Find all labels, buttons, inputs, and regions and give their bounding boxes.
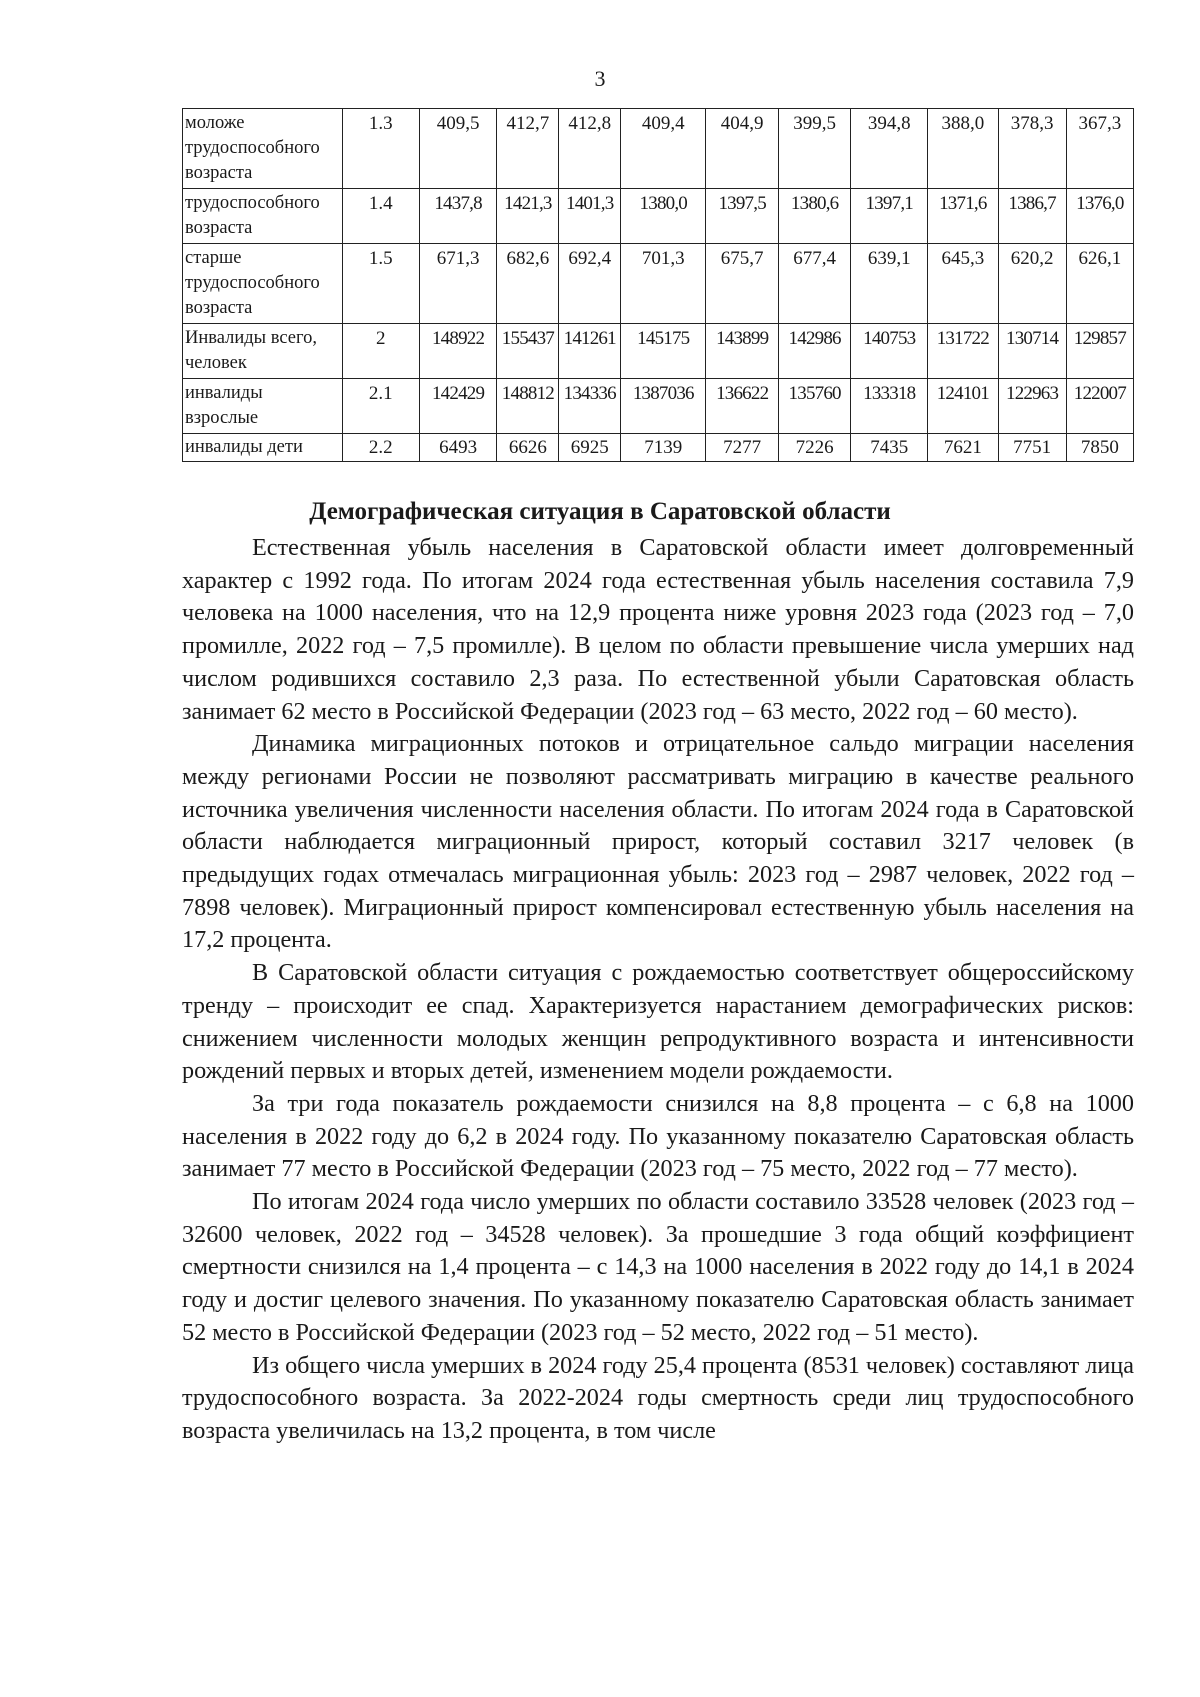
table-cell: 136622 — [706, 379, 778, 434]
table-cell: 133318 — [851, 379, 928, 434]
table-cell: 1376,0 — [1066, 189, 1133, 244]
paragraph: За три года показатель рождаемости снизился на 8,8 процента – с 6,8 на 1000 населения в 2022 году до 6,2 в 2024 году. По указанному показателю Саратовская область занимает 77 место в Российской Федерации (2023 год – 75 место, 2022 год – 77 место). — [182, 1089, 1134, 1183]
table-cell: 1380,0 — [621, 189, 706, 244]
table-cell: 388,0 — [928, 109, 998, 189]
table-cell: 692,4 — [559, 244, 621, 324]
table-cell: 1380,6 — [778, 189, 850, 244]
row-code: 1.5 — [342, 244, 419, 324]
body-text — [182, 532, 1134, 1448]
table-cell: 1371,6 — [928, 189, 998, 244]
table-cell: 122963 — [998, 379, 1066, 434]
table-cell: 7277 — [706, 434, 778, 462]
table-cell: 7435 — [851, 434, 928, 462]
table-cell: 142429 — [419, 379, 497, 434]
table-cell: 7751 — [998, 434, 1066, 462]
row-label: Инвалиды всего, человек — [183, 324, 343, 379]
table-cell: 1397,5 — [706, 189, 778, 244]
table-cell: 155437 — [497, 324, 559, 379]
table-cell: 399,5 — [778, 109, 850, 189]
paragraph: Динамика миграционных потоков и отрицательное сальдо миграции населения между регионами России не позволяют рассматривать миграцию в качестве реального источника увеличения численности населения области. По итогам 2024 года в Саратовской области наблюдается миграционный прирост, который составил 3217 человек (в предыдущих годах отмечалась миграционная убыль: 2023 год – 2987 человек, 2022 год – 7898 человек). Миграционный прирост компенсировал естественную убыль населения на 17,2 процента. — [182, 730, 1134, 954]
table-cell: 140753 — [851, 324, 928, 379]
table-cell: 682,6 — [497, 244, 559, 324]
table-row — [183, 244, 1134, 324]
page-number: 3 — [594, 66, 606, 91]
table-cell: 6626 — [497, 434, 559, 462]
table-cell: 412,8 — [559, 109, 621, 189]
table-cell: 7850 — [1066, 434, 1133, 462]
table-cell: 404,9 — [706, 109, 778, 189]
table-cell: 130714 — [998, 324, 1066, 379]
table-cell: 129857 — [1066, 324, 1133, 379]
row-code: 2.2 — [342, 434, 419, 462]
table-cell: 409,5 — [419, 109, 497, 189]
table-cell: 639,1 — [851, 244, 928, 324]
row-label: старше трудоспособного возраста — [183, 244, 343, 324]
table-cell: 394,8 — [851, 109, 928, 189]
table-cell: 626,1 — [1066, 244, 1133, 324]
row-label: моложе трудоспособного возраста — [183, 109, 343, 189]
table-row — [183, 324, 1134, 379]
table-cell: 1397,1 — [851, 189, 928, 244]
table-cell: 131722 — [928, 324, 998, 379]
table-row — [183, 189, 1134, 244]
table-cell: 671,3 — [419, 244, 497, 324]
row-label: инвалиды дети — [183, 434, 343, 462]
row-code: 2 — [342, 324, 419, 379]
table-cell: 378,3 — [998, 109, 1066, 189]
table-cell: 1421,3 — [497, 189, 559, 244]
table-cell: 141261 — [559, 324, 621, 379]
table-cell: 620,2 — [998, 244, 1066, 324]
table-cell: 677,4 — [778, 244, 850, 324]
table-cell: 135760 — [778, 379, 850, 434]
table-cell: 367,3 — [1066, 109, 1133, 189]
statistics-table — [182, 108, 1134, 462]
table-cell: 7139 — [621, 434, 706, 462]
row-label: инвалиды взрослые — [183, 379, 343, 434]
paragraph: Естественная убыль населения в Саратовской области имеет долговременный характер с 1992 года. По итогам 2024 года естественная убыль населения составила 7,9 человека на 1000 населения, что на 12,9 процента ниже уровня 2023 года (2023 год – 7,0 промилле, 2022 год – 7,5 промилле). В целом по области превышение числа умерших над числом родившихся составило 2,3 раза. По естественной убыли Саратовская область занимает 62 место в Российской Федерации (2023 год – 63 место, 2022 год – 60 место). — [182, 534, 1134, 725]
table-cell: 1386,7 — [998, 189, 1066, 244]
table-cell: 124101 — [928, 379, 998, 434]
row-label: трудоспособного возраста — [183, 189, 343, 244]
table-cell: 1437,8 — [419, 189, 497, 244]
table-row — [183, 434, 1134, 462]
table-row — [183, 379, 1134, 434]
table-cell: 6925 — [559, 434, 621, 462]
table-cell: 409,4 — [621, 109, 706, 189]
row-code: 2.1 — [342, 379, 419, 434]
table-cell: 145175 — [621, 324, 706, 379]
table-cell: 675,7 — [706, 244, 778, 324]
table-cell: 148812 — [497, 379, 559, 434]
table-cell: 134336 — [559, 379, 621, 434]
paragraph: Из общего числа умерших в 2024 году 25,4 процента (8531 человек) составляют лица трудоспособного возраста. За 2022-2024 годы смертность среди лиц трудоспособного возраста увеличилась на 13,2 процента, в том числе — [182, 1351, 1134, 1444]
table-cell: 1387036 — [621, 379, 706, 434]
table-cell: 701,3 — [621, 244, 706, 324]
table-cell: 1401,3 — [559, 189, 621, 244]
table-cell: 122007 — [1066, 379, 1133, 434]
table-cell: 6493 — [419, 434, 497, 462]
paragraph: По итогам 2024 года число умерших по области составило 33528 человек (2023 год – 32600 человек, 2022 год – 34528 человек). За прошедшие 3 года общий коэффициент смертности снизился на 1,4 процента – с 14,3 на 1000 населения в 2022 году до 14,1 в 2024 году и достиг целевого значения. По указанному показателю Саратовская область занимает 52 место в Российской Федерации (2023 год – 52 место, 2022 год – 51 место). — [182, 1188, 1134, 1346]
section-title: Демографическая ситуация в Саратовской области — [309, 498, 891, 525]
row-code: 1.3 — [342, 109, 419, 189]
row-code: 1.4 — [342, 189, 419, 244]
table-row — [183, 109, 1134, 189]
table-cell: 412,7 — [497, 109, 559, 189]
table-cell: 645,3 — [928, 244, 998, 324]
table-cell: 142986 — [778, 324, 850, 379]
table-cell: 7621 — [928, 434, 998, 462]
paragraph: В Саратовской области ситуация с рождаемостью соответствует общероссийскому тренду – происходит ее спад. Характеризуется нарастанием демографических рисков: снижением численности молодых женщин репродуктивного возраста и интенсивности рождений первых и вторых детей, изменением модели рождаемости. — [182, 959, 1134, 1085]
table-cell: 7226 — [778, 434, 850, 462]
table-cell: 143899 — [706, 324, 778, 379]
table-cell: 148922 — [419, 324, 497, 379]
